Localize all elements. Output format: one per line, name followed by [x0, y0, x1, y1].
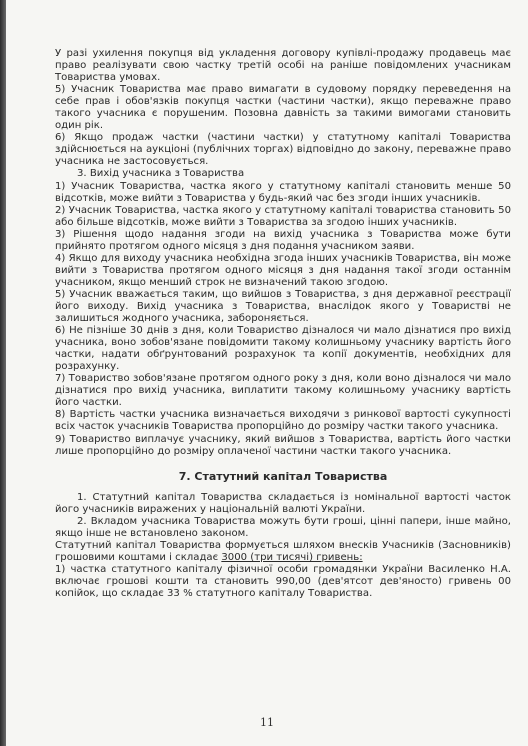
paragraph: 9) Товариство виплачує учаснику, який вийшов з Товариства, вартість його частки лише пропорційно до розміру оплаченої частини частки такого учасника.	[55, 433, 511, 457]
paragraph: 8) Вартість частки учасника визначається виходячи з ринкової вартості сукупності всіх часток учасників Товариства пропорційно до розміру частки такого учасника.	[55, 409, 511, 433]
capital-amount: 3000 (три тисячі) гривень:	[221, 551, 363, 563]
paragraph: 2. Вкладом учасника Товариства можуть бути гроші, цінні папери, інше майно, якщо інше не встановлено законом.	[55, 515, 511, 539]
subheading-exit: 3. Вихід учасника з Товариства	[77, 168, 245, 180]
section-title: 7. Статутний капітал Товариства	[178, 469, 388, 483]
paragraph: 3) Рішення щодо надання згоди на вихід учасника з Товариства може бути прийнято протягом одного місяця з дня подання учасником заяви.	[55, 228, 511, 252]
page-number: 11	[260, 716, 274, 729]
paragraph-capital-formed	[55, 540, 511, 564]
paragraph: 1) Учасник Товариства, частка якого у статутному капіталі становить менше 50 відсотків, може вийти з Товариства у будь-який час без згоди інших учасників.	[55, 180, 511, 204]
paragraph: 7) Товариство зобов'язане протягом одного року з дня, коли воно дізналося чи мало дізнатися про вихід учасника, виплатити такому колишньому учаснику вартість його частки.	[55, 373, 511, 409]
paragraph: 1. Статутний капітал Товариства складається із номінальної вартості часток його учасників виражених у національній валюті України.	[55, 491, 511, 515]
paragraph: У разі ухилення покупця від укладення договору купівлі-продажу продавець має право реалізувати свою частку третій особі на раніше повідомлених учасникам Товариства умовах.	[55, 48, 511, 84]
document-page	[6, 0, 528, 746]
paragraph: 6) Якщо продаж частки (частини частки) у статутному капіталі Товариства здійснюється на аукціоні (публічних торгах) відповідно до закону, переважне право учасника не застосовується.	[55, 132, 511, 168]
paragraph: 1) частка статутного капіталу фізичної особи громадянки України Василенко Н.А. включає грошові кошти та становить 990,00 (дев'ятсот дев'яносто) гривень 00 копійок, що складає 33 % статутного капіталу Товариства.	[55, 563, 511, 600]
paragraph: 5) Учасник Товариства має право вимагати в судовому порядку переведення на себе прав і обов'язків покупця частки (частини частки), якщо переважне право такого учасника є порушеним. Позовна давність за такими вимогами становить один рік.	[55, 84, 511, 132]
paragraph: 4) Якщо для виходу учасника необхідна згода інших учасників Товариства, він може вийти з Товариства протягом одного місяця з дня надання такої згоди останнім учасником, якщо менший строк не визначений такою згодою.	[55, 252, 511, 288]
paragraph: 6) Не пізніше 30 днів з дня, коли Товариство дізналося чи мало дізнатися про вихід учасника, воно зобов'язане повідомити такому колишньому учаснику вартість його частки, надати обґрунтований розрахунок та копії документів, необхідних для розрахунку.	[55, 325, 511, 373]
document-body	[55, 48, 511, 600]
capital-formed-text: Статутний капітал Товариства формується шляхом внесків Учасників (Засновників) грошовими коштами і складає	[55, 539, 511, 563]
paragraph: 5) Учасник вважається таким, що вийшов з Товариства, з дня державної реєстрації його виходу. Вихід учасника з Товариства, внаслідок якого у Товаристві не залишиться жодного учасника, забороняється.	[55, 288, 511, 325]
paragraph: 2) Учасник Товариства, частка якого у статутному капіталі товариства становить 50 або більше відсотків, може вийти з Товариства за згодою інших учасників.	[55, 204, 511, 228]
